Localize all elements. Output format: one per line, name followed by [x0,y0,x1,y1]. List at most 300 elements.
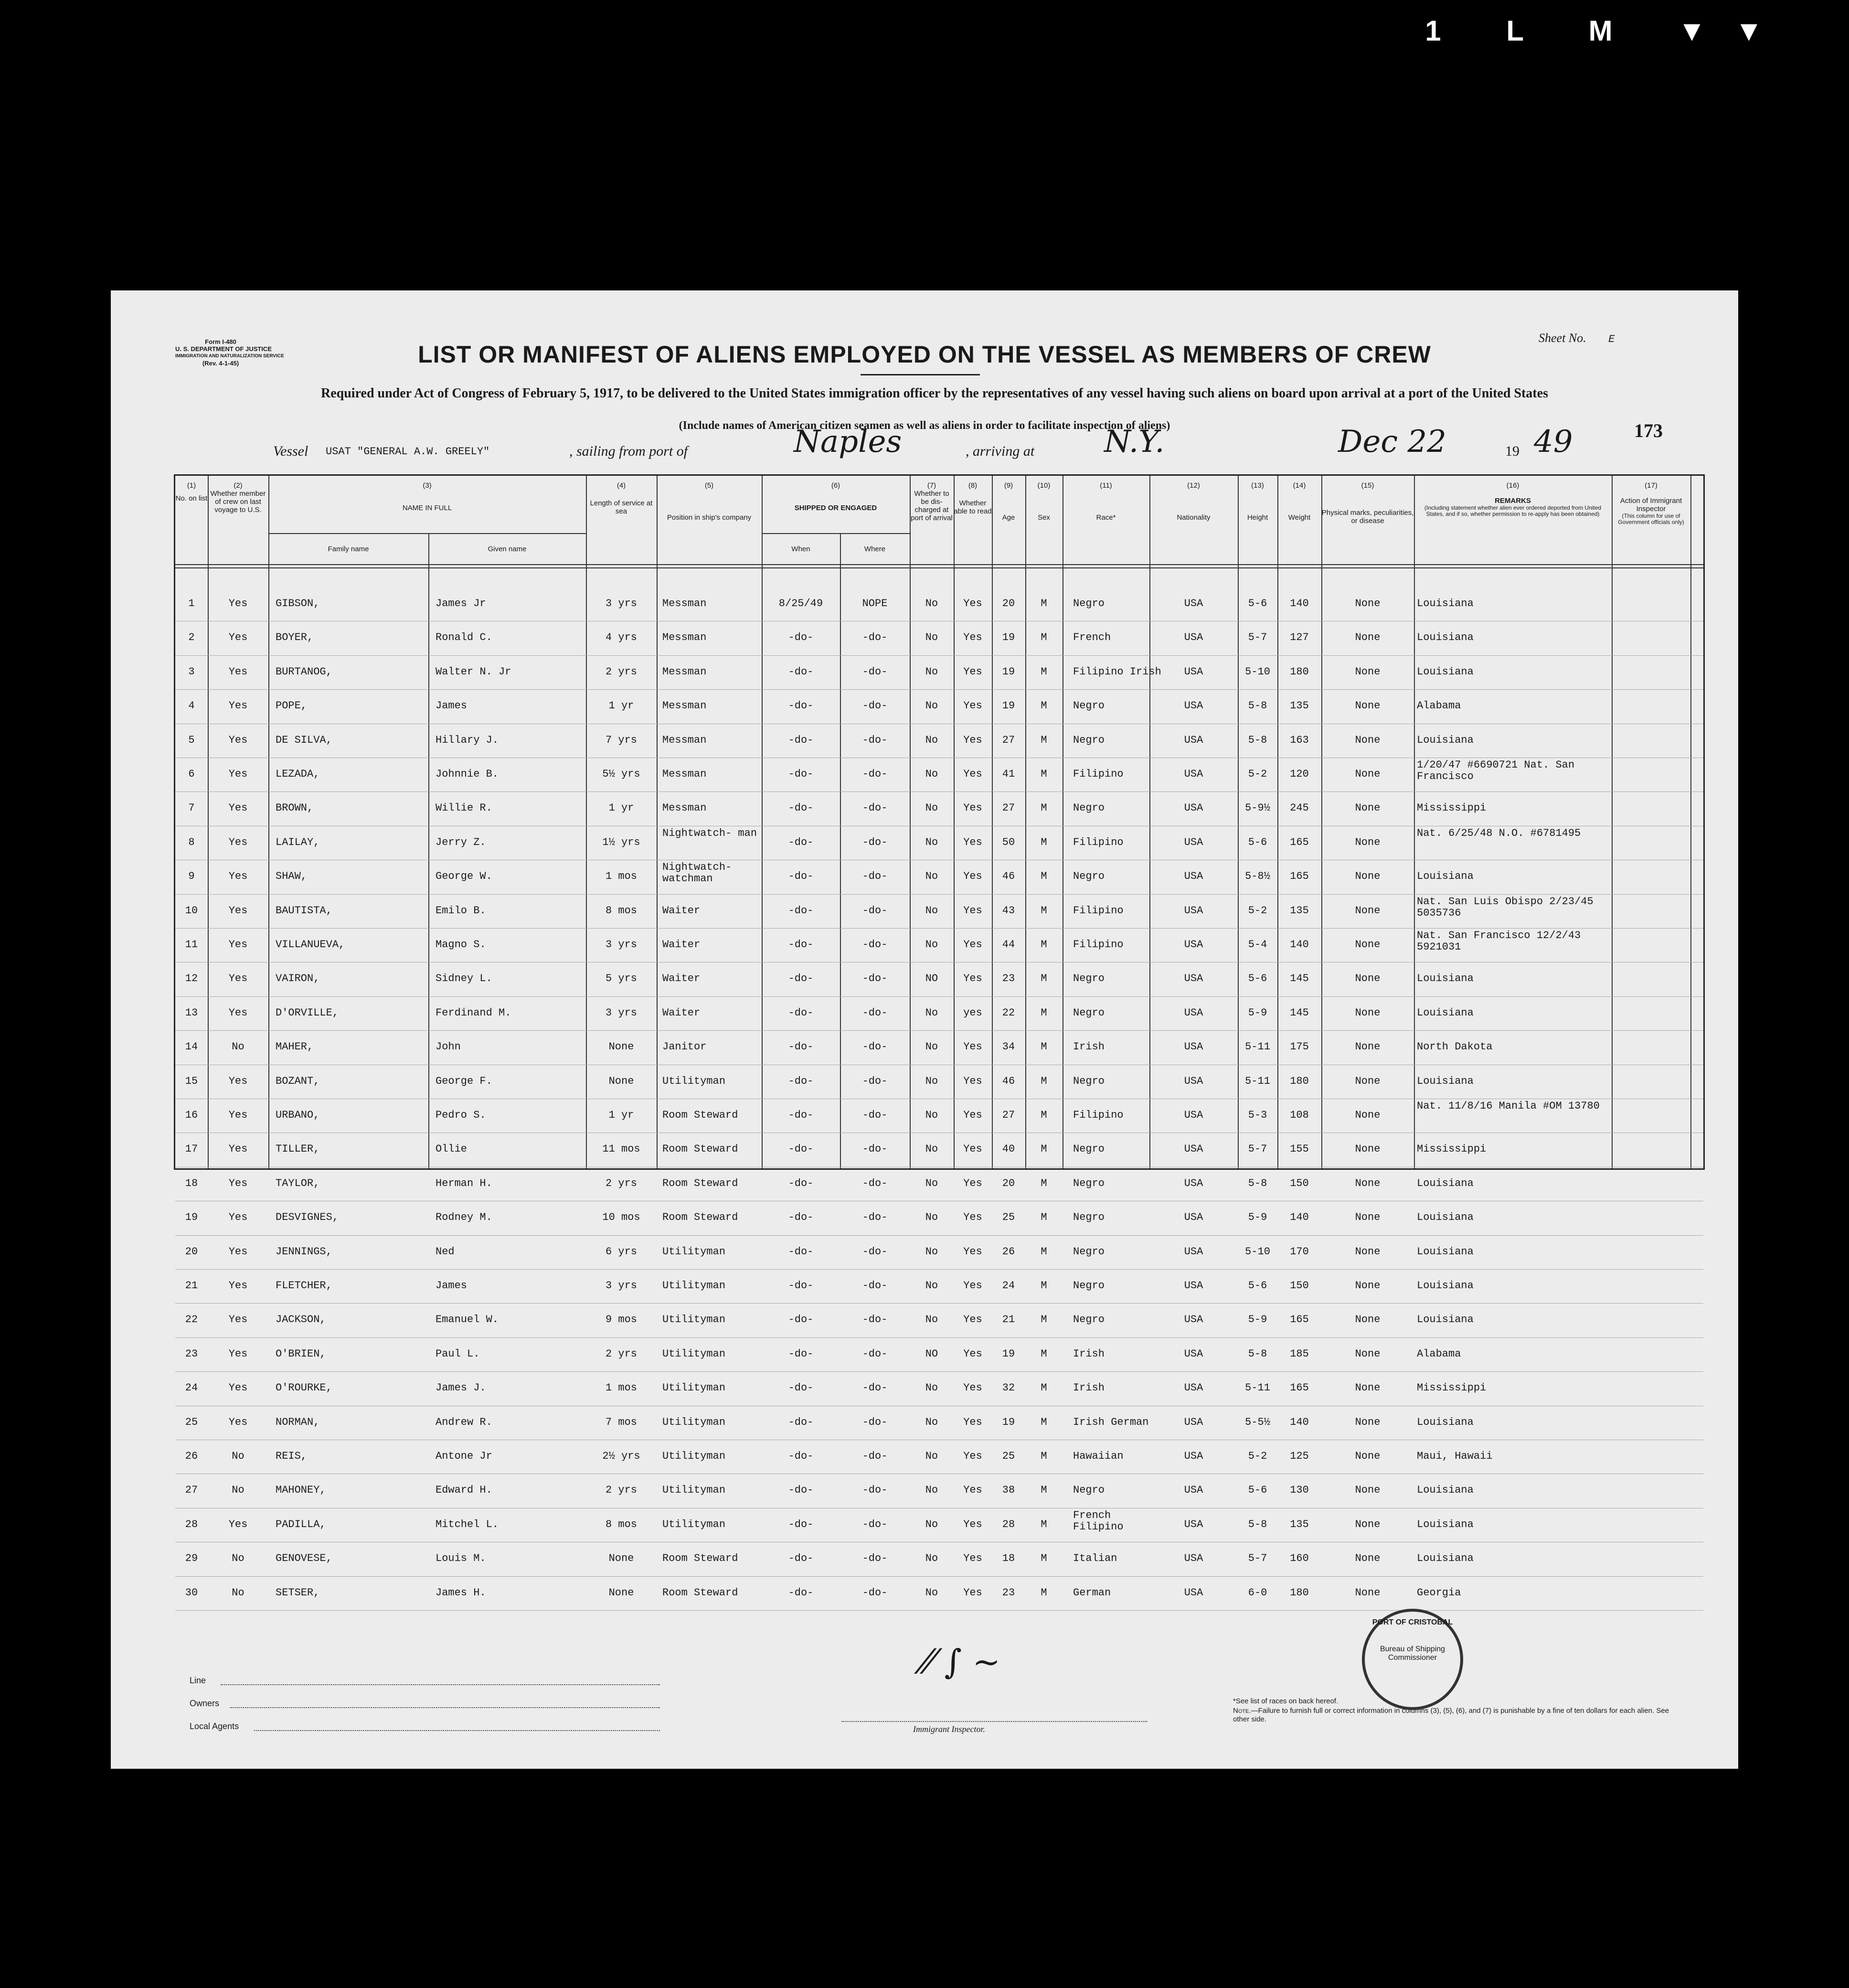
col-action-header: (17) Action of Immigrant Inspector (This column for use of Government officials only) [1618,481,1684,525]
cell-weight: 120 [1290,768,1309,780]
cell-sex: M [1041,1211,1047,1224]
cell-service: 6 yrs [605,1245,637,1258]
cell-race: Negro [1073,1245,1105,1258]
cell-no: 22 [185,1314,198,1326]
col-nationality-header: (12) Nationality [1177,481,1211,522]
cell-discharge: No [925,802,938,814]
cell-height: 5-2 [1248,1450,1267,1462]
cell-height: 5-2 [1248,768,1267,780]
cell-race: Irish [1073,1347,1105,1360]
cell-given: George W. [436,870,492,883]
cell-height: 5-8 [1248,1177,1267,1189]
cell-crew: Yes [228,1314,248,1326]
cell-height: 5-6 [1248,1484,1267,1496]
cell-crew: Yes [228,1177,248,1189]
cell-read: Yes [963,665,982,678]
cell-weight: 165 [1290,870,1309,883]
cell-where: -do- [862,665,888,678]
cell-service: None [608,1075,634,1087]
cell-height: 5-11 [1245,1041,1270,1053]
cell-crew: No [232,1041,244,1053]
cell-read: yes [963,1006,982,1019]
cell-no: 19 [185,1211,198,1224]
cell-position: Utilityman [662,1314,726,1326]
cell-family: SHAW, [276,870,308,883]
cell-nationality: USA [1184,768,1203,780]
cell-weight: 175 [1290,1041,1309,1053]
cell-age: 23 [1002,1586,1015,1599]
include-note: (Include names of American citizen seamen as well as aliens in order to facilitate inspection of aliens) [679,419,1170,432]
cell-where: -do- [862,700,888,712]
cell-marks: None [1355,1314,1381,1326]
row-rule [175,1303,1703,1304]
cell-no: 28 [185,1518,198,1530]
cell-age: 34 [1002,1041,1015,1053]
cell-given: Ferdinand M. [436,1006,511,1019]
cell-race: Negro [1073,802,1105,814]
cell-race: French Filipino [1073,1509,1124,1533]
cell-sex: M [1041,1041,1047,1053]
cell-age: 41 [1002,768,1015,780]
cell-nationality: USA [1184,1552,1203,1565]
cell-where: -do- [862,870,888,883]
cell-read: Yes [963,870,982,883]
cell-family: JENNINGS, [276,1245,332,1258]
cell-age: 40 [1002,1143,1015,1155]
cell-race: Negro [1073,1006,1105,1019]
cell-when: -do- [788,939,814,951]
col-no-header: (1) No. on list [175,481,208,502]
row-rule [175,928,1703,929]
cell-remarks: Louisiana [1417,1006,1474,1019]
cell-crew: No [232,1484,244,1496]
cell-no: 18 [185,1177,198,1189]
cell-crew: Yes [228,1518,248,1530]
cell-weight: 135 [1290,1518,1309,1530]
cell-race: Filipino [1073,1109,1124,1121]
row-rule [175,689,1703,690]
penalty-note: Note.—Failure to furnish full or correct information in columns (3), (5), (6), and (7) is punishable by a fine of ten dollars for each alien. See other side. [1233,1707,1669,1723]
cell-marks: None [1355,1245,1381,1258]
cell-when: -do- [788,734,814,746]
cell-service: None [608,1552,634,1565]
cell-position: Room Steward [662,1211,738,1224]
cell-given: Pedro S. [436,1109,486,1121]
col-where-header: Where [864,545,886,553]
cell-height: 5-6 [1248,973,1267,985]
cell-service: 1½ yrs [602,836,640,848]
cell-discharge: No [925,598,938,609]
cell-where: -do- [862,939,888,951]
cell-when: -do- [788,836,814,848]
row-rule [175,1269,1703,1270]
cell-weight: 127 [1290,631,1309,644]
cell-height: 5-8½ [1245,870,1270,883]
cell-remarks: Louisiana [1417,598,1474,609]
cell-marks: None [1355,870,1381,883]
arrival-port: N.Y. [1104,424,1165,460]
cell-discharge: No [925,1211,938,1224]
cell-position: Utilityman [662,1416,726,1428]
cell-discharge: No [925,1109,938,1121]
cell-family: REIS, [276,1450,308,1462]
cell-no: 9 [188,870,195,883]
cell-age: 25 [1002,1450,1015,1462]
cell-crew: Yes [228,939,248,951]
cell-race: Filipino [1073,904,1124,917]
cell-marks: None [1355,1586,1381,1599]
cell-when: -do- [788,1109,814,1121]
cell-no: 23 [185,1347,198,1360]
col-service-header: (4) Length of service at sea [590,481,653,515]
cell-discharge: NO [925,1347,938,1360]
cell-no: 12 [185,973,198,985]
cell-weight: 160 [1290,1552,1309,1565]
cell-service: 2½ yrs [602,1450,640,1462]
cell-when: -do- [788,1586,814,1599]
cell-when: -do- [788,802,814,814]
cell-sex: M [1041,836,1047,848]
arriving-label: , arriving at [966,443,1035,459]
cell-service: 1 mos [605,1382,637,1394]
cell-where: -do- [862,904,888,917]
cell-height: 5-9 [1248,1211,1267,1224]
cell-family: BROWN, [276,802,314,814]
cell-nationality: USA [1184,973,1203,985]
cell-nationality: USA [1184,734,1203,746]
cell-nationality: USA [1184,1484,1203,1496]
cell-weight: 145 [1290,1006,1309,1019]
cell-discharge: No [925,1314,938,1326]
cell-age: 19 [1002,1347,1015,1360]
cell-sex: M [1041,1518,1047,1530]
cell-sex: M [1041,1314,1047,1326]
cell-family: BAUTISTA, [276,904,332,917]
cell-age: 43 [1002,904,1015,917]
col-sex-header: (10) Sex [1037,481,1051,522]
cell-weight: 165 [1290,1382,1309,1394]
cell-age: 24 [1002,1280,1015,1292]
cell-position: Messman [662,802,707,814]
cell-service: 3 yrs [605,598,637,609]
cell-where: -do- [862,1006,888,1019]
cell-when: -do- [788,1518,814,1530]
cell-given: James Jr [436,598,486,609]
cell-discharge: No [925,1041,938,1053]
cell-sex: M [1041,1006,1047,1019]
cell-remarks: Alabama [1417,1347,1461,1360]
cell-remarks: Louisiana [1417,1280,1474,1292]
cell-nationality: USA [1184,802,1203,814]
cell-family: VAIRON, [276,973,320,985]
cell-nationality: USA [1184,598,1203,609]
cell-when: 8/25/49 [778,598,823,609]
cell-position: Messman [662,598,707,609]
cell-service: 4 yrs [605,631,637,644]
cell-race: Negro [1073,700,1105,712]
cell-age: 23 [1002,973,1015,985]
cell-where: -do- [862,1586,888,1599]
cell-service: 1 mos [605,870,637,883]
cell-service: 1 yr [608,700,634,712]
inspector-signature: ⁄⁄ ∫ ~ [923,1642,1001,1681]
cell-age: 50 [1002,836,1015,848]
cell-marks: None [1355,1075,1381,1087]
cell-family: DESVIGNES, [276,1211,339,1224]
cell-no: 11 [185,939,198,951]
cell-sex: M [1041,1143,1047,1155]
cell-remarks: Louisiana [1417,1484,1474,1496]
cell-sex: M [1041,1484,1047,1496]
cell-given: James [436,1280,468,1292]
cell-position: Utilityman [662,1382,726,1394]
cell-family: URBANO, [276,1109,320,1121]
cell-discharge: No [925,1586,938,1599]
cell-position: Room Steward [662,1552,738,1565]
cell-nationality: USA [1184,665,1203,678]
row-rule [175,996,1703,997]
cell-crew: Yes [228,1006,248,1019]
cell-crew: Yes [228,802,248,814]
cell-nationality: USA [1184,1382,1203,1394]
cell-race: German [1073,1586,1111,1599]
cell-weight: 163 [1290,734,1309,746]
cell-given: Walter N. Jr [436,665,511,678]
cell-no: 14 [185,1041,198,1053]
cell-height: 5-2 [1248,904,1267,917]
cell-height: 5-4 [1248,939,1267,951]
cell-marks: None [1355,700,1381,712]
col-given-header: Given name [488,545,527,553]
cell-family: MAHONEY, [276,1484,326,1496]
cell-age: 25 [1002,1211,1015,1224]
cell-crew: Yes [228,1347,248,1360]
cell-nationality: USA [1184,1586,1203,1599]
row-rule [175,655,1703,656]
cell-height: 5-5½ [1245,1416,1270,1428]
cell-read: Yes [963,1518,982,1530]
cell-given: Willie R. [436,802,492,814]
cell-read: Yes [963,631,982,644]
cell-position: Messman [662,734,707,746]
year-suffix: 49 [1534,424,1573,460]
cell-marks: None [1355,973,1381,985]
cell-where: -do- [862,1484,888,1496]
col-race-header: (11) Race* [1096,481,1116,522]
cell-when: -do- [788,1245,814,1258]
cell-discharge: No [925,700,938,712]
cell-nationality: USA [1184,904,1203,917]
cell-no: 15 [185,1075,198,1087]
cell-height: 5-9 [1248,1006,1267,1019]
col-read-header: (8) Whether able to read [954,481,992,515]
cell-discharge: No [925,1382,938,1394]
cell-given: Mitchel L. [436,1518,499,1530]
cell-family: MAHER, [276,1041,314,1053]
cell-nationality: USA [1184,1143,1203,1155]
cell-family: PADILLA, [276,1518,326,1530]
cell-when: -do- [788,1484,814,1496]
cell-discharge: No [925,1177,938,1189]
cell-marks: None [1355,1416,1381,1428]
cell-race: Negro [1073,973,1105,985]
cell-discharge: No [925,631,938,644]
cell-race: Irish [1073,1041,1105,1053]
cell-marks: None [1355,836,1381,848]
cell-where: -do- [862,1143,888,1155]
cell-read: Yes [963,904,982,917]
cell-age: 20 [1002,598,1015,609]
cell-when: -do- [788,1347,814,1360]
cell-remarks: Louisiana [1417,870,1474,883]
col-family-header: Family name [328,545,369,553]
cell-family: BOZANT, [276,1075,320,1087]
cell-crew: Yes [228,768,248,780]
cell-remarks: Nat. San Francisco 12/2/43 5921031 [1417,930,1581,953]
cell-where: -do- [862,1075,888,1087]
cell-age: 19 [1002,1416,1015,1428]
cell-race: Negro [1073,734,1105,746]
cell-family: JACKSON, [276,1314,326,1326]
cell-when: -do- [788,700,814,712]
cell-marks: None [1355,1518,1381,1530]
cell-read: Yes [963,1416,982,1428]
cell-family: POPE, [276,700,308,712]
cell-crew: Yes [228,598,248,609]
cell-remarks: Louisiana [1417,1314,1474,1326]
cell-discharge: No [925,1075,938,1087]
cell-given: Herman H. [436,1177,492,1189]
cell-position: Utilityman [662,1518,726,1530]
cell-weight: 180 [1290,1075,1309,1087]
cell-where: -do- [862,1245,888,1258]
vessel-name: USAT "GENERAL A.W. GREELY" [326,446,490,458]
cell-height: 5-7 [1248,1143,1267,1155]
cell-service: None [608,1041,634,1053]
cell-read: Yes [963,598,982,609]
cell-read: Yes [963,1586,982,1599]
cell-marks: None [1355,665,1381,678]
cell-sex: M [1041,1382,1047,1394]
cell-remarks: Mississippi [1417,1382,1487,1394]
cell-race: French [1073,631,1111,644]
cell-height: 5-6 [1248,836,1267,848]
cell-read: Yes [963,1143,982,1155]
cell-crew: No [232,1552,244,1565]
cell-race: Irish German [1073,1416,1149,1428]
cell-where: -do- [862,1211,888,1224]
cell-given: Sidney L. [436,973,492,985]
col-name-header: (3) NAME IN FULL [402,481,452,512]
page-number: 173 [1634,420,1663,441]
cell-discharge: No [925,1518,938,1530]
cell-marks: None [1355,1109,1381,1121]
cell-service: 3 yrs [605,939,637,951]
cell-discharge: No [925,1552,938,1565]
cell-weight: 155 [1290,1143,1309,1155]
cell-race: Filipino Irish [1073,665,1161,678]
cell-when: -do- [788,973,814,985]
cell-sex: M [1041,734,1047,746]
cell-read: Yes [963,939,982,951]
cell-age: 18 [1002,1552,1015,1565]
row-rule [175,1030,1703,1031]
cell-sex: M [1041,1109,1047,1121]
cell-where: -do- [862,734,888,746]
cell-nationality: USA [1184,836,1203,848]
cell-crew: Yes [228,973,248,985]
cell-where: -do- [862,1041,888,1053]
cell-discharge: No [925,939,938,951]
cell-service: 8 mos [605,1518,637,1530]
cell-race: Negro [1073,1211,1105,1224]
cell-where: NOPE [862,598,888,609]
cell-where: -do- [862,1382,888,1394]
cell-family: BOYER, [276,631,314,644]
col-when-header: When [791,545,810,553]
cell-no: 8 [188,836,195,848]
cell-read: Yes [963,1484,982,1496]
cell-nationality: USA [1184,1518,1203,1530]
col-marks-header: (15) Physical marks, peculiarities, or disease [1321,481,1414,525]
cell-when: -do- [788,1382,814,1394]
cell-age: 27 [1002,1109,1015,1121]
cell-weight: 125 [1290,1450,1309,1462]
cell-height: 5-9 [1248,1314,1267,1326]
cell-position: Waiter [662,1006,701,1019]
page-title: LIST OR MANIFEST OF ALIENS EMPLOYED ON THE VESSEL AS MEMBERS OF CREW [418,341,1431,368]
cell-age: 21 [1002,1314,1015,1326]
cell-nationality: USA [1184,1211,1203,1224]
cell-where: -do- [862,1314,888,1326]
cell-position: Utilityman [662,1347,726,1360]
cell-where: -do- [862,1416,888,1428]
cell-where: -do- [862,973,888,985]
cell-race: Filipino [1073,836,1124,848]
cell-height: 5-8 [1248,734,1267,746]
cell-age: 38 [1002,1484,1015,1496]
cell-read: Yes [963,1314,982,1326]
col-discharge-header: (7) Whether to be dis-charged at port of arrival [911,481,953,522]
cell-marks: None [1355,734,1381,746]
cell-weight: 135 [1290,904,1309,917]
cell-no: 16 [185,1109,198,1121]
cell-sex: M [1041,1552,1047,1565]
col-crew-header: (2) Whether member of crew on last voyage to U.S. [210,481,266,514]
cell-read: Yes [963,1347,982,1360]
cell-read: Yes [963,734,982,746]
cell-position: Utilityman [662,1450,726,1462]
cell-when: -do- [788,1416,814,1428]
cell-weight: 130 [1290,1484,1309,1496]
cell-no: 24 [185,1382,198,1394]
cell-marks: None [1355,1552,1381,1565]
cell-height: 5-8 [1248,700,1267,712]
cell-position: Nightwatch- watchman [662,862,732,885]
col-position-header: (5) Position in ship's company [667,481,752,522]
cell-given: Louis M. [436,1552,486,1565]
cell-when: -do- [788,1041,814,1053]
cell-no: 10 [185,904,198,917]
cell-height: 5-7 [1248,1552,1267,1565]
cell-where: -do- [862,768,888,780]
cell-given: Antone Jr [436,1450,492,1462]
cell-service: None [608,1586,634,1599]
cell-nationality: USA [1184,1109,1203,1121]
cell-given: James H. [436,1586,486,1599]
cell-weight: 150 [1290,1280,1309,1292]
cell-read: Yes [963,1450,982,1462]
